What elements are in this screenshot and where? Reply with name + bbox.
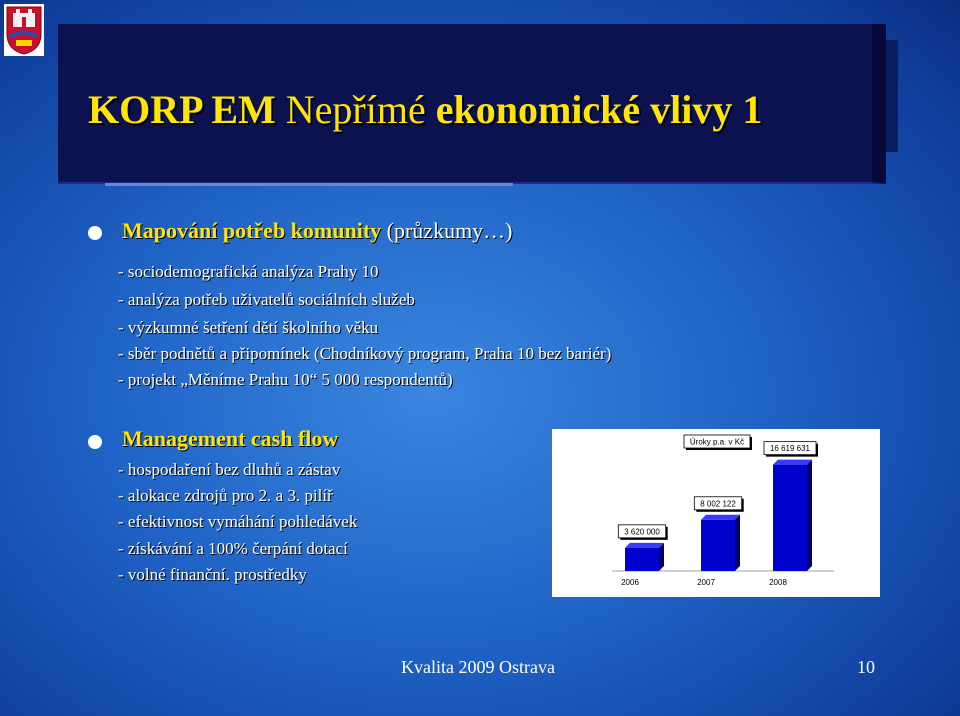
bar-top <box>625 543 664 548</box>
bullet-icon <box>88 435 102 449</box>
section1-item: - analýza potřeb uživatelů sociálních služeb <box>118 290 415 309</box>
section1-heading-main: Mapování potřeb komunity <box>122 218 382 243</box>
section1-heading <box>122 218 513 244</box>
slide-title <box>88 86 762 133</box>
section2-heading <box>122 426 338 452</box>
bar-side <box>807 460 812 571</box>
data-label: 16 619 631 <box>769 444 811 454</box>
section2-item: - volné finanční. prostředky <box>118 565 307 584</box>
bar-top <box>701 515 740 520</box>
section2-item: - efektivnost vymáhání pohledávek <box>118 512 358 531</box>
data-label: 3 620 000 <box>624 527 660 537</box>
category-label: 2006 <box>621 578 639 587</box>
footer-page-number: 10 <box>857 657 875 677</box>
title-bold: KORP EM <box>88 87 276 132</box>
city-crest-icon <box>4 4 44 56</box>
section2-item: - hospodaření bez dluhů a zástav <box>118 460 341 479</box>
title-bold-2: ekonomické vlivy 1 <box>435 87 763 132</box>
section2-item: - získávání a 100% čerpání dotací <box>118 539 348 558</box>
bar <box>701 520 735 571</box>
title-light: Nepřímé <box>285 87 426 132</box>
section2-heading-main: Management cash flow <box>122 426 339 451</box>
section1-heading-paren: (průzkumy…) <box>386 218 513 243</box>
section1-item: - projekt „Měníme Prahu 10“ 5 000 respondentů) <box>118 370 453 389</box>
bullet-icon <box>88 226 102 240</box>
section1-item: - sociodemografická analýza Prahy 10 <box>118 262 379 281</box>
interest-chart-svg <box>552 429 880 597</box>
chart-title: Úroky p.a. v Kč <box>689 437 745 447</box>
interest-chart <box>552 429 880 597</box>
bar-side <box>735 515 740 571</box>
data-label: 8 002 122 <box>700 499 736 509</box>
bar-top <box>773 460 812 465</box>
section1-item: - výzkumné šetření dětí školního věku <box>118 318 379 337</box>
section2-item: - alokace zdrojů pro 2. a 3. pilíř <box>118 486 333 505</box>
category-label: 2008 <box>769 578 787 587</box>
footer-event: Kvalita 2009 Ostrava <box>401 657 555 677</box>
category-label: 2007 <box>697 578 715 587</box>
bar <box>625 548 659 571</box>
bar <box>773 465 807 571</box>
section1-item: - sběr podnětů a připomínek (Chodníkový program, Praha 10 bez bariér) <box>118 344 612 363</box>
title-rule <box>105 183 513 186</box>
